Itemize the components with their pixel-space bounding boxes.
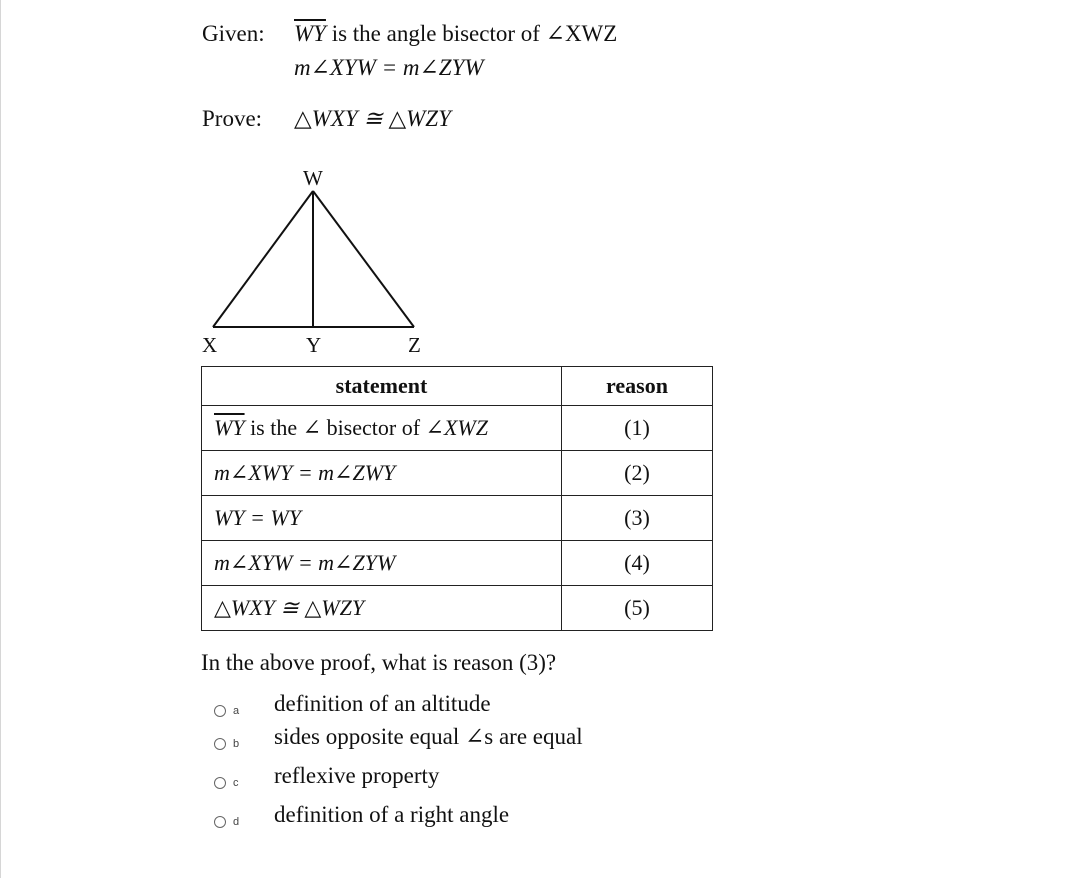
option-d[interactable]: [214, 802, 510, 828]
option-c[interactable]: [214, 763, 440, 789]
page-left-border: [0, 0, 1, 878]
vertex-label-y: Y: [306, 333, 322, 357]
vertex-label-z: Z: [408, 333, 421, 357]
radio-button-a[interactable]: [214, 705, 226, 717]
given-label: Given:: [202, 21, 265, 46]
radio-button-b[interactable]: [214, 738, 226, 750]
option-text[interactable]: definition of an altitude: [274, 691, 491, 716]
statement-cell: WY = WY: [202, 496, 562, 541]
statement-cell: m∠XYW = m∠ZYW: [202, 541, 562, 586]
table-row: [202, 451, 713, 496]
option-letter: a: [233, 705, 240, 717]
given-segment: $\overline{WY}$: [294, 21, 326, 46]
radio-button-c[interactable]: [214, 777, 226, 789]
statement-cell: [202, 406, 562, 451]
prove-statement: △WXY ≅ △WZY: [294, 106, 451, 131]
option-letter: c: [233, 777, 239, 789]
given-statement-2: m∠XYW = m∠ZYW: [294, 55, 484, 80]
option-b[interactable]: [214, 724, 583, 750]
table-row: [202, 541, 713, 586]
proof-table: [201, 366, 713, 631]
option-text[interactable]: reflexive property: [274, 763, 440, 788]
statement-cell: m∠XWY = m∠ZWY: [202, 451, 562, 496]
statement-segment: $\overline{WY}$: [214, 415, 245, 440]
angle-symbol: ∠: [302, 415, 322, 440]
statement-header: statement: [202, 367, 562, 406]
statement-text: bisector of: [321, 415, 426, 440]
option-text[interactable]: sides opposite equal ∠s are equal: [274, 724, 583, 749]
prove-label: Prove:: [202, 106, 263, 131]
statement-cell: △WXY ≅ △WZY: [202, 586, 562, 631]
reason-cell: (3): [562, 496, 713, 541]
radio-button-d[interactable]: [214, 816, 226, 828]
reason-cell: (2): [562, 451, 713, 496]
statement-text: is the: [244, 415, 303, 440]
statement-angle: ∠XWZ: [425, 415, 488, 440]
table-header-row: [202, 367, 713, 406]
question-text: In the above proof, what is reason (3)?: [201, 650, 557, 675]
triangle-diagram: [190, 160, 440, 360]
side-wz: [313, 191, 414, 327]
reason-header: reason: [562, 367, 713, 406]
side-wx: [213, 191, 313, 327]
option-letter: d: [233, 816, 240, 828]
reason-cell: (4): [562, 541, 713, 586]
table-row: [202, 586, 713, 631]
vertex-label-w: W: [303, 166, 323, 190]
vertex-label-x: X: [202, 333, 218, 357]
table-row: [202, 406, 713, 451]
table-row: [202, 496, 713, 541]
option-a[interactable]: [214, 691, 491, 717]
reason-cell: (1): [562, 406, 713, 451]
option-letter: b: [233, 738, 240, 750]
reason-cell: (5): [562, 586, 713, 631]
given-statement-1-rest: is the angle bisector of ∠XWZ: [325, 21, 618, 46]
option-text[interactable]: definition of a right angle: [274, 802, 510, 827]
given-statement-1: [294, 21, 617, 47]
